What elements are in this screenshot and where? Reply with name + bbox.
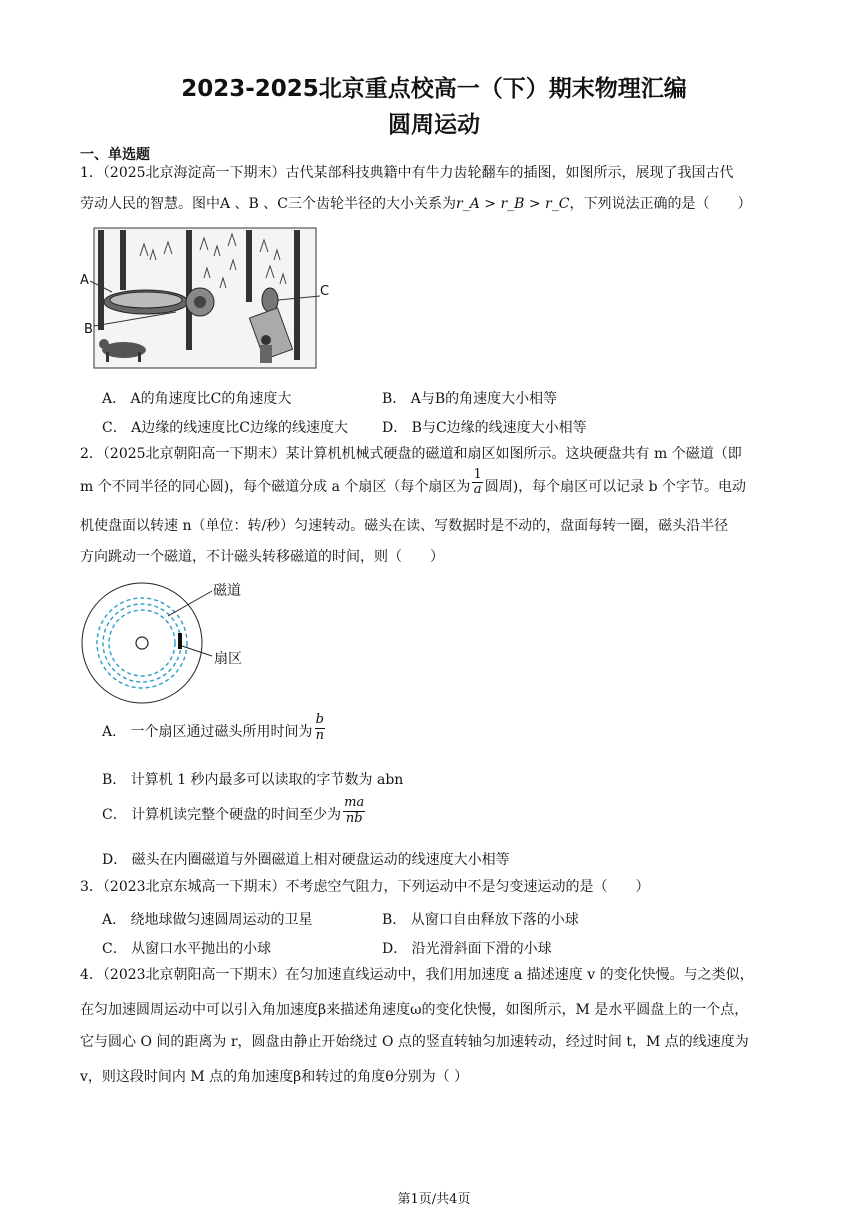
q4-line2: 在匀加速圆周运动中可以引入角加速度β来描述角速度ω的变化快慢，如图所示，M 是水平圆盘上的一个点， — [80, 1002, 749, 1018]
q2-option-c-text: C． 计算机读完整个硬盘的时间至少为 — [102, 807, 342, 823]
q3-option-a[interactable]: A． 绕地球做匀速圆周运动的卫星 — [102, 912, 313, 928]
q3-option-b[interactable]: B． 从窗口自由释放下落的小球 — [382, 912, 579, 928]
q3-option-d[interactable]: D． 沿光滑斜面下滑的小球 — [382, 941, 552, 957]
q2-line4: 方向跳动一个磁道，不计磁头转移磁道的时间，则（ ） — [80, 549, 444, 565]
q4-line4: v，则这段时间内 M 点的角加速度β和转过的角度θ分别为（ ） — [80, 1069, 469, 1085]
q2-line2-pre: m 个不同半径的同心圆)，每个磁道分成 a 个扇区（每个扇区为 — [80, 478, 471, 495]
sector-mark — [178, 633, 182, 649]
q1-relation: r_A > r_B > r_C — [456, 196, 570, 212]
q2-option-a-den: n — [315, 727, 324, 743]
q3-line1: 3．（2023北京东城高一下期末）不考虑空气阻力，下列运动中不是匀变速运动的是（ ） — [80, 879, 650, 895]
q2-option-a-text: A． 一个扇区通过磁头所用时间为 — [102, 724, 313, 740]
q1-line2-pre: 劳动人民的智慧。图中A 、B 、C三个齿轮半径的大小关系为 — [80, 196, 457, 212]
q2-option-a-num: b — [315, 712, 324, 728]
q1-option-a[interactable]: A． A的角速度比C的角速度大 — [102, 391, 292, 407]
q2-frac-num: 1 — [473, 467, 482, 482]
q1-option-c[interactable]: C． A边缘的线速度比C边缘的线速度大 — [102, 420, 348, 436]
q2-line3: 机使盘面以转速 n（单位：转/秒）匀速转动。磁头在读、写数据时是不动的，盘面每转一圈，磁头沿半径 — [80, 518, 729, 534]
q1-line1: 1．（2025北京海淀高一下期末）古代某部科技典籍中有牛力齿轮翻车的插图，如图所示，展现了我国古代 — [80, 165, 734, 181]
q2-line1: 2．（2025北京朝阳高一下期末）某计算机机械式硬盘的磁道和扇区如图所示。这块硬盘共有 m 个磁道（即 — [80, 446, 742, 462]
q2-frac-den: a — [473, 482, 482, 498]
q2-line2 — [80, 467, 747, 498]
q2-option-b[interactable]: B． 计算机 1 秒内最多可以读取的字节数为 abn — [102, 772, 404, 788]
q2-option-c-num: ma — [344, 795, 365, 811]
q1-option-b[interactable]: B． A与B的角速度大小相等 — [382, 391, 558, 407]
q2-option-c-den: nb — [345, 810, 363, 826]
section-heading: 一、单选题 — [80, 147, 150, 163]
q4-line3: 它与圆心 O 间的距离为 r，圆盘由静止开始绕过 O 点的竖直转轴匀加速转动，经过时间 t，M 点的线速度为 — [80, 1034, 749, 1050]
q2-option-c[interactable] — [102, 795, 367, 826]
q3-option-c[interactable]: C． 从窗口水平抛出的小球 — [102, 941, 272, 957]
q1-line2-post: ，下列说法正确的是（ ） — [569, 196, 752, 212]
fig-label-track: 磁道 — [213, 583, 241, 599]
q1-option-d[interactable]: D． B与C边缘的线速度大小相等 — [382, 420, 587, 436]
fig-label-b: B — [84, 322, 93, 337]
q2-line2-post: 圆周)，每个扇区可以记录 b 个字节。电动 — [484, 478, 747, 495]
fig-label-a: A — [80, 273, 89, 288]
q1-line2 — [80, 197, 751, 211]
page-subtitle: 圆周运动 — [388, 112, 480, 138]
q4-line1: 4．（2023北京朝阳高一下期末）在匀加速直线运动中，我们用加速度 a 描述速度 v 的变化快慢。与之类似， — [80, 967, 754, 983]
hard-disk-figure — [80, 576, 280, 711]
q2-option-d[interactable]: D． 磁头在内圈磁道与外圈磁道上相对硬盘运动的线速度大小相等 — [102, 852, 510, 868]
page-footer: 第1页/共4页 — [397, 1192, 471, 1207]
fig-label-c: C — [320, 284, 330, 299]
fig-label-sector: 扇区 — [214, 651, 242, 667]
page-title: 2023-2025北京重点校高一（下）期末物理汇编 — [181, 76, 687, 102]
waterwheel-figure — [80, 226, 320, 372]
q2-option-a[interactable] — [102, 712, 327, 743]
